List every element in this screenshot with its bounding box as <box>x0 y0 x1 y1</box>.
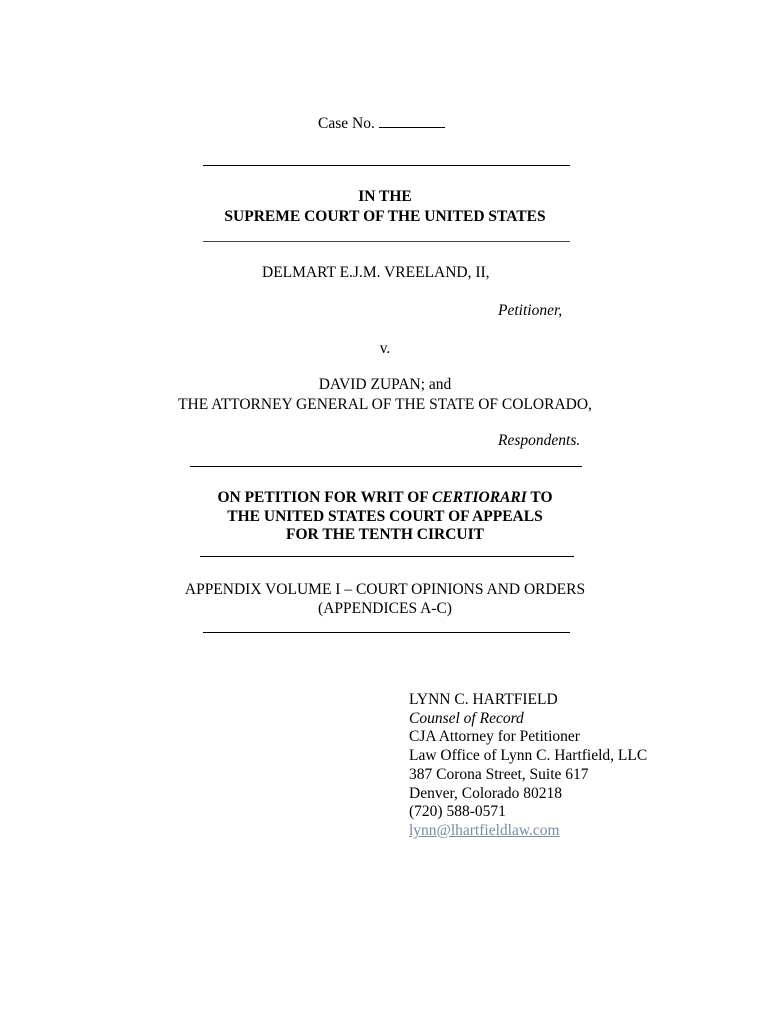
counsel-firm: Law Office of Lynn C. Hartfield, LLC <box>409 747 648 765</box>
petition-line1 <box>0 489 770 507</box>
respondent-line2: THE ATTORNEY GENERAL OF THE STATE OF COLORADO, <box>178 396 592 413</box>
counsel-block <box>409 691 647 841</box>
case-number-line <box>318 115 445 133</box>
counsel-street: 387 Corona Street, Suite 617 <box>409 765 589 783</box>
divider-top <box>203 165 570 166</box>
divider-petition <box>200 556 574 557</box>
court-heading-line2: SUPREME COURT OF THE UNITED STATES <box>224 208 546 225</box>
petitioner-name: DELMART E.J.M. VREELAND, II, <box>262 264 490 281</box>
divider-parties <box>190 466 582 467</box>
divider-appendix <box>203 632 570 633</box>
petition-certiorari: CERTIORARI <box>432 489 527 506</box>
counsel-role: CJA Attorney for Petitioner <box>409 728 580 746</box>
divider-court <box>203 241 570 242</box>
counsel-name: LYNN C. HARTFIELD <box>409 691 558 708</box>
respondents-role: Respondents. <box>498 432 581 449</box>
case-number-label: Case No. <box>318 115 375 132</box>
petition-suffix: TO <box>530 489 553 506</box>
appendix-line2: (APPENDICES A-C) <box>318 600 452 617</box>
case-number-blank <box>379 115 445 128</box>
respondent-line1: DAVID ZUPAN; and <box>318 376 452 393</box>
petition-line2: THE UNITED STATES COURT OF APPEALS <box>227 508 543 525</box>
appendix-line1: APPENDIX VOLUME I – COURT OPINIONS AND ORDERS <box>184 581 586 598</box>
counsel-city: Denver, Colorado 80218 <box>409 784 563 802</box>
court-heading-line1: IN THE <box>358 188 412 205</box>
petition-prefix: ON PETITION FOR WRIT OF <box>217 489 429 506</box>
counsel-phone: (720) 588-0571 <box>409 803 506 821</box>
counsel-email-link[interactable]: lynn@lhartfieldlaw.com <box>409 821 560 839</box>
versus-label: v. <box>379 340 391 357</box>
petition-line3: FOR THE TENTH CIRCUIT <box>286 526 484 543</box>
petitioner-role: Petitioner, <box>498 302 563 319</box>
counsel-title: Counsel of Record <box>409 709 524 727</box>
